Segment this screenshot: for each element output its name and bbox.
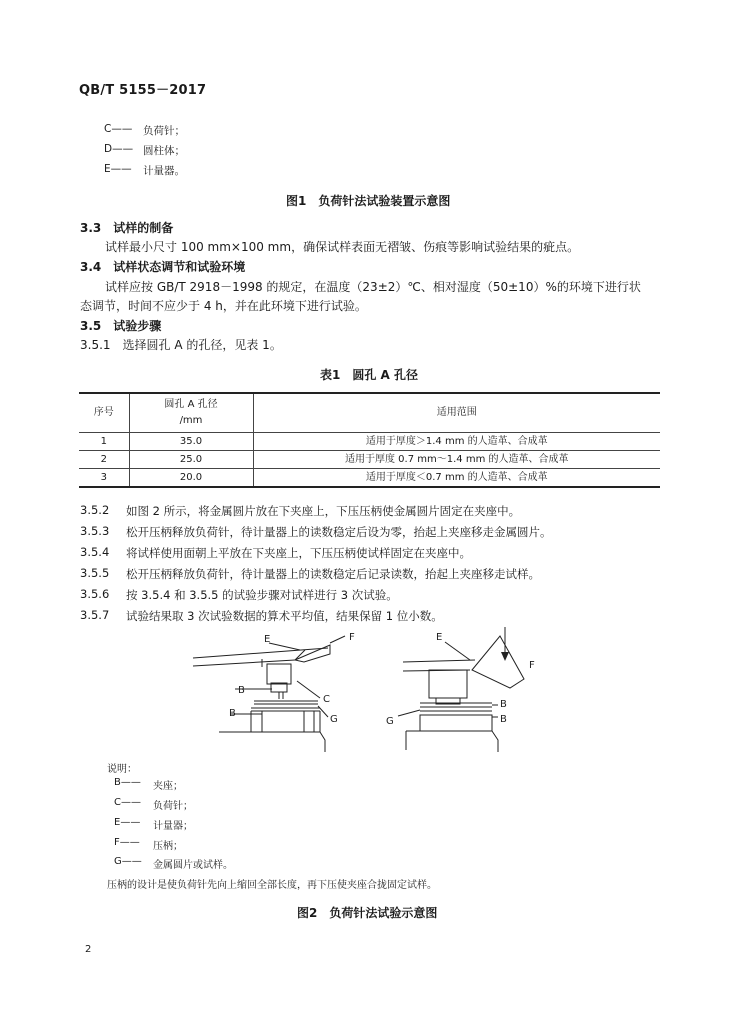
step-text: 松开压柄释放负荷针，待计量器上的读数稳定后记录读数，抬起上夹座移走试样。 — [126, 567, 540, 581]
section-heading: 3.3 试样的制备 — [80, 221, 174, 235]
leader-line — [398, 710, 420, 716]
fig2-key-text: 计量器； — [153, 821, 193, 832]
standard-code: QB/T 5155－2017 — [79, 83, 207, 98]
step-number: 3.5.2 — [80, 503, 110, 517]
gauge-block — [267, 664, 291, 684]
cell-diameter: 35.0 — [129, 433, 253, 451]
label-G: G — [330, 714, 338, 725]
fig2-key-title: 说明： — [107, 764, 137, 775]
step-text: 试验结果取 3 次试验数据的算术平均值，结果保留 1 位小数。 — [126, 609, 443, 623]
label-C: C — [323, 694, 330, 705]
step-text: 将试样使用面朝上平放在下夹座上，下压压柄使试样固定在夹座中。 — [126, 546, 471, 560]
fig1-key-letter: C—— — [104, 123, 133, 135]
label-B: B — [238, 685, 245, 696]
step-3-5-1: 3.5.1 选择圆孔 A 的孔径，见表 1。 — [80, 338, 282, 352]
section-text: 试样最小尺寸 100 mm×100 mm，确保试样表面无褶皱、伤痕等影响试验结果的疵点。 — [105, 240, 580, 254]
cell-seq: 1 — [79, 433, 129, 451]
fig2-key-text: 夹座； — [153, 781, 183, 792]
label-F: F — [529, 660, 535, 671]
label-B: B — [500, 699, 507, 710]
label-E: E — [264, 634, 271, 645]
section-text: 试样应按 GB/T 2918－1998 的规定，在温度（23±2）℃、相对湿度（50±10）%的环境下进行状 — [105, 280, 641, 294]
step-text: 松开压柄释放负荷针，待计量器上的读数稳定后设为零，抬起上夹座移走金属圆片。 — [126, 525, 552, 539]
press-arrow-head — [501, 652, 509, 661]
step-number: 3.5.4 — [80, 545, 110, 559]
header-diameter-line1: 圆孔 A 孔径 — [164, 399, 218, 410]
fig1-key-text: 圆柱体； — [143, 145, 185, 157]
step-text: 按 3.5.4 和 3.5.5 的试验步骤对试样进行 3 次试验。 — [126, 588, 398, 602]
fig1-key-text: 计量器。 — [143, 165, 185, 177]
label-G: G — [386, 716, 394, 727]
upper-arm-line — [403, 660, 475, 662]
label-F: F — [349, 632, 355, 643]
step-number: 3.5.6 — [80, 587, 110, 601]
label-B: B — [500, 714, 507, 725]
label-E: E — [436, 632, 443, 643]
cell-range: 适用于厚度 0.7 mm～1.4 mm 的人造革、合成革 — [253, 451, 660, 469]
fig2-key-text: 压柄； — [153, 841, 183, 852]
fig2-caption: 图2 负荷针法试验示意图 — [297, 906, 438, 920]
cell-diameter: 25.0 — [129, 451, 253, 469]
fig2-key-letter: G—— — [114, 856, 142, 867]
step-text: 如图 2 所示，将金属圆片放在下夹座上，下压压柄使金属圆片固定在夹座中。 — [126, 504, 521, 518]
fig2-note: 压柄的设计是使负荷针先向上缩回全部长度，再下压使夹座合拢固定试样。 — [107, 880, 437, 891]
step-number: 3.5.3 — [80, 524, 110, 538]
cell-seq: 2 — [79, 451, 129, 469]
fig2-key-letter: B—— — [114, 777, 141, 788]
press-handle — [472, 636, 524, 688]
cell-seq: 3 — [79, 469, 129, 488]
section-heading: 3.5 试验步骤 — [80, 319, 162, 333]
fig2-key-text: 金属圆片或试样。 — [153, 860, 233, 871]
cell-diameter: 20.0 — [129, 469, 253, 488]
fig2-key-letter: C—— — [114, 797, 141, 808]
fig2-key-text: 负荷针； — [153, 801, 193, 812]
header-seq: 序号 — [79, 393, 129, 433]
base-edge — [406, 731, 498, 752]
header-range: 适用范围 — [253, 393, 660, 433]
fig2-right-apparatus — [398, 627, 524, 752]
fig1-caption: 图1 负荷针法试验装置示意图 — [286, 194, 451, 208]
upper-arm-line — [193, 660, 295, 666]
leader-line — [297, 681, 320, 698]
upper-arm-line — [295, 650, 305, 660]
cell-range: 适用于厚度＞1.4 mm 的人造革、合成革 — [253, 433, 660, 451]
fig1-key-letter: E—— — [104, 163, 132, 175]
base-edge — [320, 732, 325, 752]
step-number: 3.5.5 — [80, 566, 110, 580]
step-number: 3.5.7 — [80, 608, 110, 622]
leader-line — [269, 643, 300, 650]
header-diameter-line2: /mm — [179, 415, 203, 426]
section-heading: 3.4 试样状态调节和试验环境 — [80, 260, 246, 274]
upper-arm-line — [193, 648, 328, 658]
section-text: 态调节，时间不应少于 4 h，并在此环境下进行试验。 — [80, 299, 367, 313]
press-handle — [295, 645, 330, 662]
cell-range: 适用于厚度＜0.7 mm 的人造革、合成革 — [253, 469, 660, 488]
page-number: 2 — [85, 944, 92, 955]
fig2-key-letter: E—— — [114, 817, 141, 828]
fig1-key-letter: D—— — [104, 143, 134, 155]
leader-line — [330, 636, 345, 643]
fig1-key-text: 负荷针； — [143, 125, 185, 137]
gauge-block — [429, 670, 467, 698]
lower-clamp-block — [420, 715, 492, 731]
fig2-key-letter: F—— — [114, 837, 140, 848]
leader-line — [445, 642, 470, 660]
table1-caption: 表1 圆孔 A 孔径 — [320, 368, 418, 382]
label-B: B — [229, 708, 236, 719]
